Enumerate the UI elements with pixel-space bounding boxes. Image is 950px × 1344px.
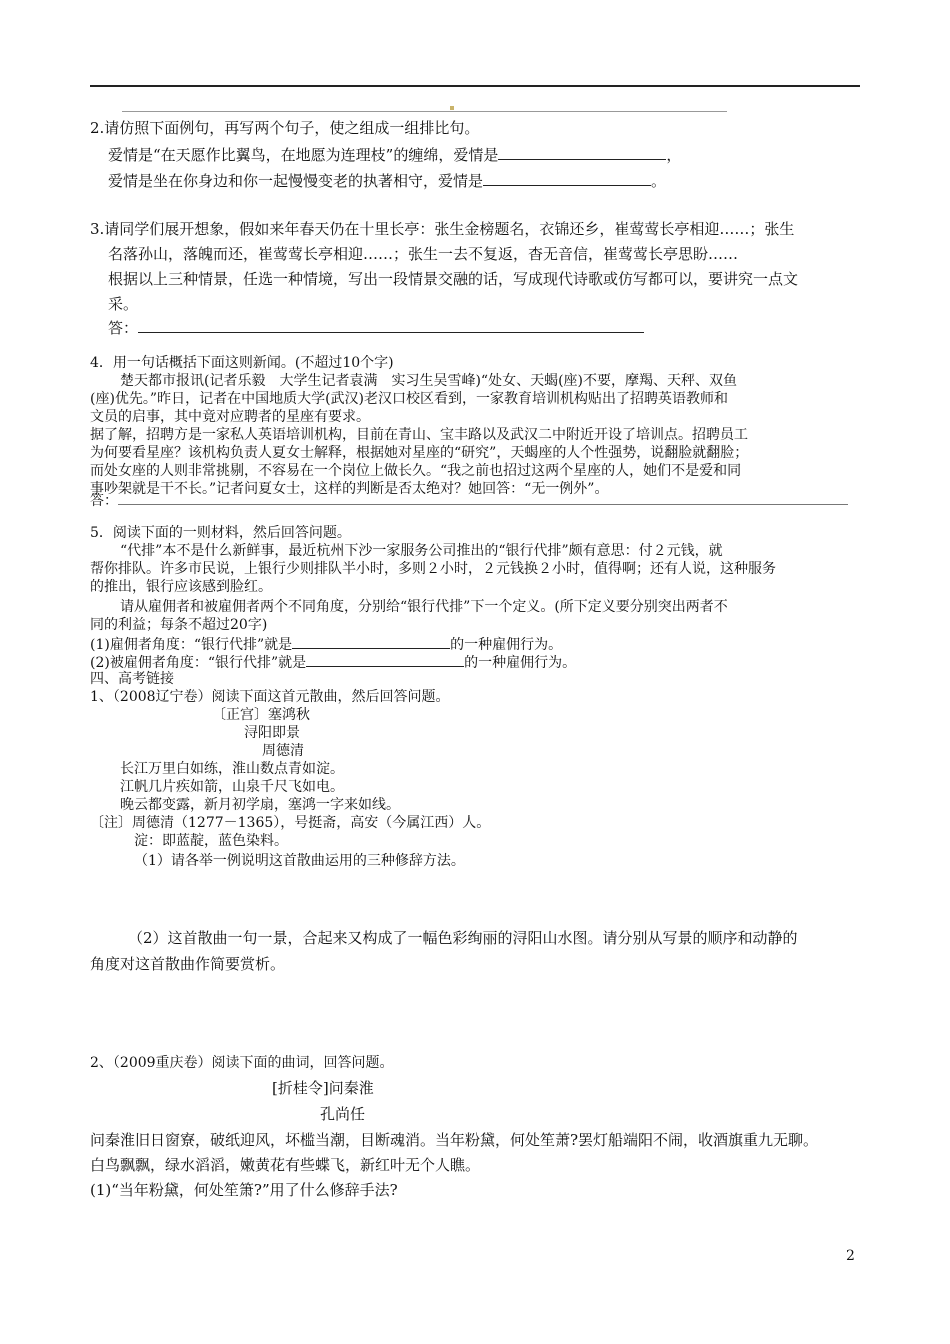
answer-line-top xyxy=(122,111,727,112)
section4-heading: 四、高考链接 xyxy=(90,671,174,687)
q3-line2: 名落孙山，落魄而还，崔莺莺长亭相迎……；张生一去不复返，杳无音信，崔莺莺长亭思盼…… xyxy=(108,245,739,263)
q2-heading: 2.请仿照下面例句，再写两个句子，使之组成一组排比句。 xyxy=(90,119,480,137)
q5-blank1[interactable] xyxy=(292,634,450,649)
q5-para3: 的推出，银行应该感到脸红。 xyxy=(90,579,272,595)
q5-answer1: (1)雇佣者角度：“银行代排”就是 的一种雇佣行为。 xyxy=(90,634,562,654)
poem1-verse2: 江帆几片疾如箭，山泉千尺飞如电。 xyxy=(120,779,344,795)
q5-para5: 同的利益；每条不超过20字) xyxy=(90,617,268,633)
q4-answer-blank[interactable] xyxy=(118,490,848,505)
q5-heading: 5．阅读下面的一则材料，然后回答问题。 xyxy=(90,525,351,541)
q2-line2: 爱情是坐在你身边和你一起慢慢变老的执著相守，爱情是 。 xyxy=(108,172,667,190)
poem1-verse3: 晚云都变露，新月初学扇，塞鸿一字来如线。 xyxy=(120,797,400,813)
q5-para1: “代排”本不是什么新鲜事，最近杭州下沙一家服务公司推出的“银行代排”颇有意思：付２元钱，就 xyxy=(120,543,723,559)
s4-q2-sub1: (1)“当年粉黛，何处笙箫?”用了什么修辞手法? xyxy=(90,1181,398,1199)
header-rule xyxy=(90,85,860,87)
q2-blank1[interactable] xyxy=(498,145,666,160)
poem1-note1: 〔注〕周德清（1277－1365），号挺斋，高安（今属江西）人。 xyxy=(90,815,491,831)
q3-line1: 3.请同学们展开想象，假如来年春天仍在十里长亭：张生金榜题名，衣锦还乡，崔莺莺长亭相迎……；张生 xyxy=(90,220,795,238)
q4-para1: 楚天都市报讯(记者乐毅 大学生记者袁满 实习生吴雪峰)“处女、天蝎(座)不要，摩羯、天秤、双鱼 xyxy=(120,373,738,389)
poem1-subtitle: 浔阳即景 xyxy=(244,725,300,741)
q3-line3: 根据以上三种情景，任选一种情境，写出一段情景交融的话，写成现代诗歌或仿写都可以，要讲究一点文 xyxy=(108,270,799,288)
s4-q2-heading: 2、（2009重庆卷）阅读下面的曲词，回答问题。 xyxy=(90,1055,394,1071)
q4-para5: 为何要看星座？该机构负责人夏女士解释，根据她对星座的“研究”，天蝎座的人个性强势，说翻脸就翻脸； xyxy=(90,445,749,461)
poem1-author: 周德清 xyxy=(262,743,304,759)
s4-q1-sub2-line1: （2）这首散曲一句一景，合起来又构成了一幅色彩绚丽的浔阳山水图。请分别从写景的顺序和动静的 xyxy=(128,929,798,947)
s4-q1-sub2-line2: 角度对这首散曲作简要赏析。 xyxy=(90,955,286,973)
poem1-title: 〔正宫〕塞鸿秋 xyxy=(212,707,310,723)
q3-line4: 采。 xyxy=(108,295,139,313)
decorative-dot xyxy=(450,106,454,110)
s4-q1-heading: 1、（2008辽宁卷）阅读下面这首元散曲，然后回答问题。 xyxy=(90,689,450,705)
q2-blank2[interactable] xyxy=(483,171,651,186)
q4-answer: 答： xyxy=(90,490,848,510)
q5-blank2[interactable] xyxy=(306,652,464,667)
poem2-author: 孔尚任 xyxy=(320,1105,366,1123)
page-number: 2 xyxy=(846,1248,855,1264)
q4-heading: 4．用一句话概括下面这则新闻。(不超过10个字) xyxy=(90,355,394,371)
q4-para7: 事吵架就是干不长。”记者问夏女士，这样的判断是否太绝对？她回答：“无一例外”。 xyxy=(90,481,609,497)
q4-para4: 据了解，招聘方是一家私人英语培训机构，目前在青山、宝丰路以及武汉二中附近开设了培训点。招聘员工 xyxy=(90,427,748,443)
q4-para3: 文员的启事，其中竟对应聘者的星座有要求。 xyxy=(90,409,370,425)
q4-para6: 而处女座的人则非常挑剔，不容易在一个岗位上做长久。“我之前也招过这两个星座的人，她们不是爱和同 xyxy=(90,463,742,479)
poem1-verse1: 长江万里白如练，淮山数点青如淀。 xyxy=(120,761,344,777)
q5-answer2: (2)被雇佣者角度：“银行代排”就是 的一种雇佣行为。 xyxy=(90,652,576,672)
q5-para4: 请从雇佣者和被雇佣者两个不同角度，分别给“银行代排”下一个定义。(所下定义要分别突出两者不 xyxy=(120,599,728,615)
q3-answer-blank[interactable] xyxy=(138,318,644,333)
poem2-line2: 白鸟飘飘，绿水滔滔，嫩黄花有些蝶飞，新红叶无个人瞧。 xyxy=(90,1156,481,1174)
q4-para2: (座)优先。”昨日，记者在中国地质大学(武汉)老汉口校区看到，一家教育培训机构贴出了招聘英语教师和 xyxy=(90,391,729,407)
poem1-note2: 淀：即蓝靛，蓝色染料。 xyxy=(134,833,288,849)
q3-answer: 答： xyxy=(108,318,644,338)
s4-q1-sub1: （1）请各举一例说明这首散曲运用的三种修辞方法。 xyxy=(134,853,465,869)
q2-line1: 爱情是“在天愿作比翼鸟，在地愿为连理枝”的缠绵，爱情是 ， xyxy=(108,146,682,164)
poem2-line1: 问秦淮旧日窗寮，破纸迎风，坏槛当潮，目断魂消。当年粉黛，何处笙萧?罢灯船端阳不闹，收酒旗重九无聊。 xyxy=(90,1131,819,1149)
q5-para2: 帮你排队。许多市民说，上银行少则排队半小时，多则２小时，２元钱换２小时，值得啊；还有人说，这种服务 xyxy=(90,561,776,577)
poem2-title: [折桂令]问秦淮 xyxy=(272,1079,374,1097)
